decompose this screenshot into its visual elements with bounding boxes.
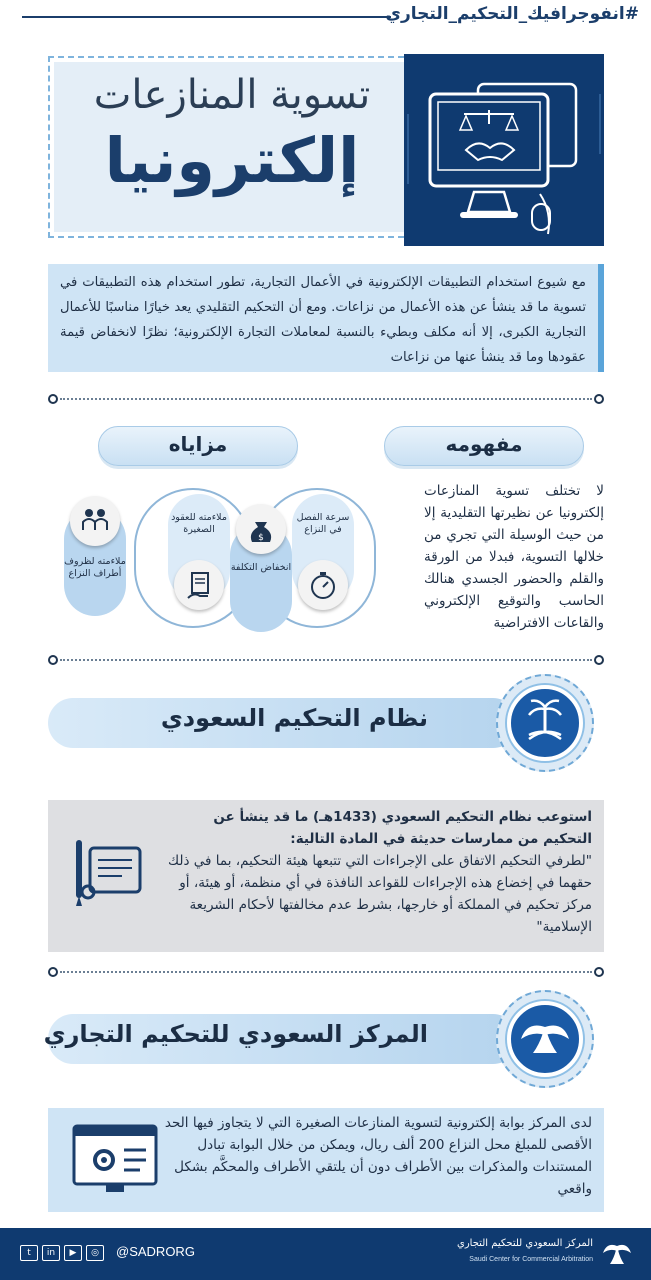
- linkedin-icon[interactable]: in: [42, 1245, 60, 1261]
- advantage-icon-circle: [298, 560, 348, 610]
- advantage-label: ملاءمته لظروف أطراف النزاع: [64, 556, 126, 579]
- footer: [0, 1228, 651, 1280]
- concept-text: لا تختلف تسوية المنازعات إلكترونيا عن نظيرتها التقليدية إلا من حيث الوسيلة التي تجري من خلالها التسوية، فبدلا من الورقة والقلم والحضور الجسدي هنالك الحاسب والتوقيع الإلكتروني والقاعات الافتراضية: [424, 483, 604, 631]
- advantages-graphic: [48, 478, 408, 638]
- advantage-icon-circle: [236, 504, 286, 554]
- saudi-system-heading: نظام التحكيم السعودي: [160, 704, 428, 732]
- instagram-icon[interactable]: ◎: [86, 1245, 104, 1261]
- concept-heading: مفهومه: [445, 432, 523, 456]
- center-card: [48, 1108, 604, 1212]
- advantage-label: ملاءمته للعقود الصغيرة: [171, 512, 227, 535]
- title-line-2: إلكترونيا: [104, 124, 360, 197]
- palm-tree-logo-icon: [511, 1005, 579, 1073]
- center-heading: المركز السعودي للتحكيم التجاري: [43, 1020, 428, 1048]
- advantage-icon-circle: [174, 560, 224, 610]
- center-emblem: [507, 1001, 583, 1077]
- section-divider: [48, 393, 604, 405]
- title-icon-panel: [404, 54, 604, 246]
- saudi-emblem: [507, 685, 583, 761]
- saudi-system-quote: "لطرفي التحكيم الاتفاق على الإجراءات التي تتبعها هيئة التحكيم، بما في ذلك حقهما في إخضاع هذه الإجراءات للقواعد النافذة في أي منظمة، أو هيئة، أو مركز تحكيم في المملكة أو خارجها، بشرط عدم مخالفتها لأحكام الشريعة الإسلامية": [168, 853, 592, 935]
- center-text: لدى المركز بوابة إلكترونية لتسوية المنازعات الصغيرة التي لا يتجاوز فيها الحد الأقصى للمبلغ محل النزاع 200 ألف ريال، ويمكن من خلال البوابة تبادل المستندات والمذكرات بين الأطراف دون أن يلتقي الأطراف والمحكَّم بشكل واقعي: [164, 1115, 592, 1197]
- document-hand-icon: [174, 560, 224, 610]
- footer-org-arabic: المركز السعودي للتحكيم التجاري: [457, 1238, 593, 1249]
- twitter-icon[interactable]: t: [20, 1245, 38, 1261]
- saudi-system-icon-box: [70, 836, 148, 908]
- palm-tree-logo-icon: [599, 1236, 635, 1272]
- advantage-icon-circle: [70, 496, 120, 546]
- concept-heading-pill: [384, 426, 584, 466]
- center-banner: [43, 1014, 518, 1064]
- svg-text:$: $: [258, 533, 264, 543]
- stopwatch-icon: [298, 560, 348, 610]
- footer-org-english: Saudi Center for Commercial Arbitration: [469, 1256, 593, 1263]
- saudi-system-intro: استوعب نظام التحكيم السعودي (1433هـ) ما قد ينشأ عن التحكيم من ممارسات حديثة في المادة التالية:: [213, 809, 592, 847]
- saudi-emblem-icon: [511, 689, 579, 757]
- advantages-heading-pill: [98, 426, 298, 466]
- section-divider: [48, 966, 604, 978]
- money-bag-icon: [236, 504, 286, 554]
- advantages-heading: مزاياه: [168, 432, 228, 456]
- center-icon-box: [70, 1122, 160, 1198]
- footer-handle[interactable]: @SADRORG: [116, 1244, 195, 1259]
- monitor-gear-icon: [70, 1122, 160, 1198]
- section-divider: [48, 654, 604, 666]
- youtube-icon[interactable]: ▶: [64, 1245, 82, 1261]
- header-rule: [22, 16, 391, 18]
- title-line-1: تسوية المنازعات: [93, 72, 371, 118]
- saudi-system-card: [48, 800, 604, 952]
- scroll-pen-icon: [70, 836, 148, 908]
- hashtag-text: #انفوجرافيك_التحكيم_التجاري: [385, 4, 639, 24]
- saudi-system-banner: [48, 698, 518, 748]
- computer-handshake-scales-icon: [404, 54, 604, 246]
- intro-paragraph: مع شيوع استخدام التطبيقات الإلكترونية في الأعمال التجارية، تطور استخدام هذه التطبيقات في تسوية ما قد ينشأ عن هذه الأعمال من نزاعات. ومع أن التحكيم التقليدي يعد خيارًا مناسبًا للأعمال التجارية الكبرى، إلا أنه مكلف وبطيء بالنسبة لمعاملات التجارة الإلكترونية؛ نظرًا لانخفاض قيمة عقودها وما قد ينشأ عنها من نزاعات: [48, 264, 604, 372]
- hashtag-header: [0, 0, 651, 34]
- advantage-label: سرعة الفصل في النزاع: [296, 512, 350, 535]
- two-people-icon: [70, 496, 120, 546]
- advantage-label: انخفاض التكلفة: [230, 562, 292, 573]
